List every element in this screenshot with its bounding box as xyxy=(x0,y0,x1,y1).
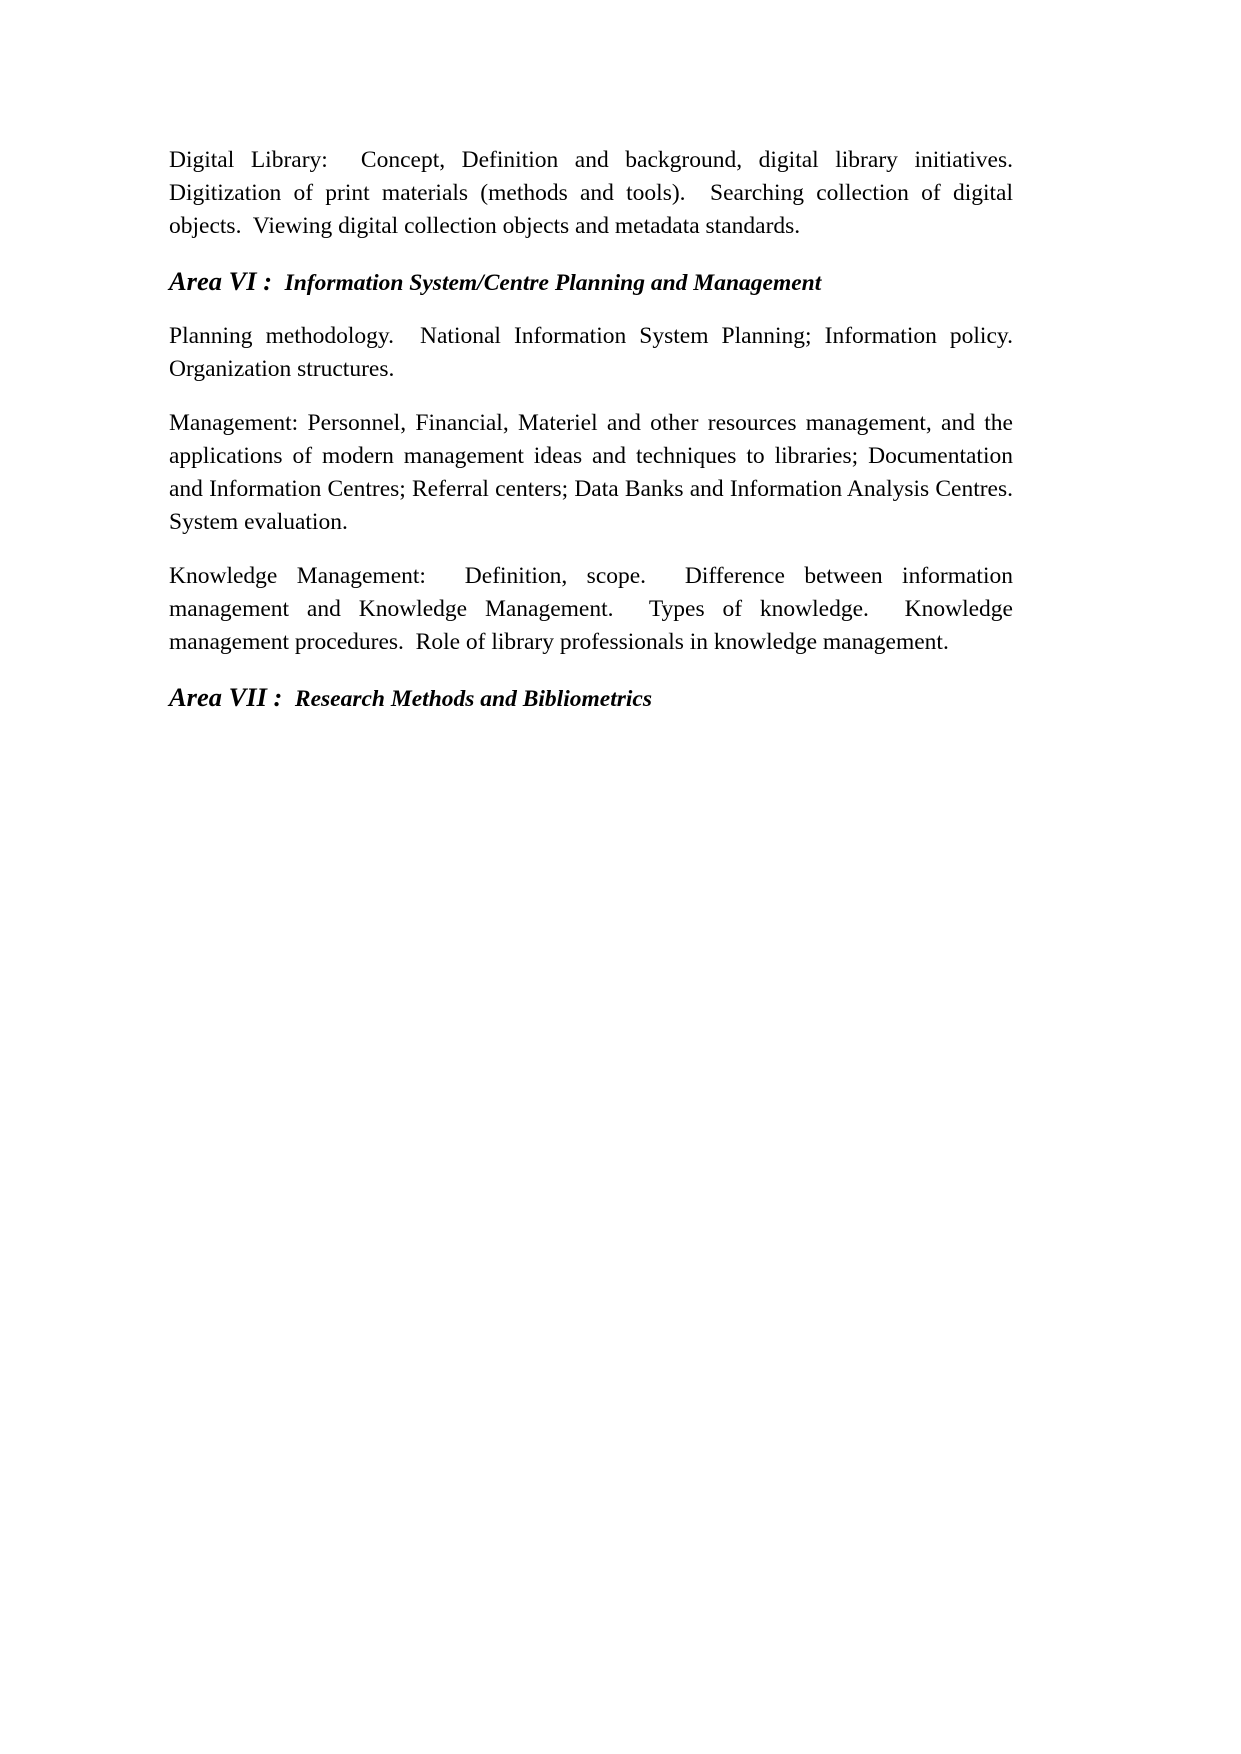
paragraph-knowledge-management: Knowledge Management: Definition, scope. Difference between information management and Knowledge Management. Types of knowledge. Knowledge management procedures. Role of library professionals in knowledge management. xyxy=(169,563,1019,655)
area-vi-title: Information System/Centre Planning and Management xyxy=(278,270,822,296)
paragraph-planning: Planning methodology. National Information System Planning; Information policy. Organization structures. xyxy=(169,323,1025,382)
area-vii-title: Research Methods and Bibliometrics xyxy=(289,686,652,712)
area-vi-label: Area VI : xyxy=(169,266,279,296)
paragraph-management: Management: Personnel, Financial, Materiel and other resources management, and the applications of modern management ideas and techniques to libraries; Documentation and Information Centres; Referral centers; Data Banks and Information Analysis Centres. System evaluation. xyxy=(169,410,1025,535)
area-vi-heading xyxy=(169,264,1013,303)
area-vii-label: Area VII : xyxy=(169,682,290,712)
paragraph-digital-library: Digital Library: Concept, Definition and background, digital library initiatives. Digitization of print materials (methods and tools). Searching collection of digital objects. Viewing digital collection objects and metadata standards. xyxy=(169,147,1025,239)
area-vii-heading xyxy=(169,680,1013,719)
document-page xyxy=(169,144,1025,736)
